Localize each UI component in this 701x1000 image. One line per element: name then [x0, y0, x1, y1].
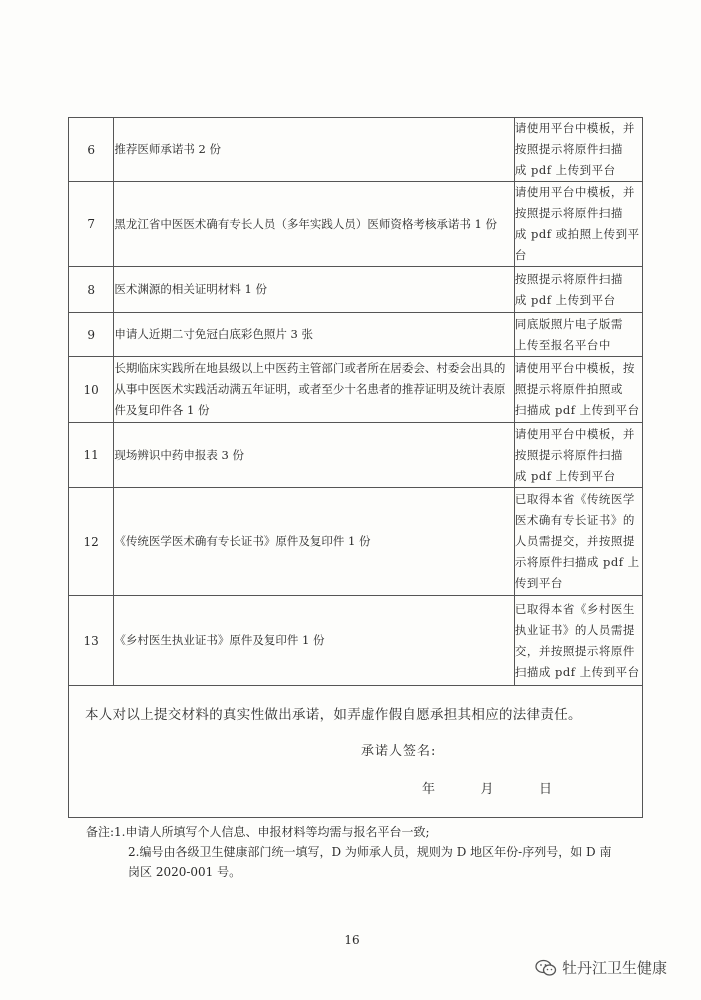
note-line: 医术确有专长证书》的 — [514, 513, 635, 527]
page-number: 16 — [344, 933, 360, 947]
material-note — [514, 267, 642, 313]
table-row — [69, 488, 643, 596]
material-name: 黑龙江省中医医术确有专长人员（多年实践人员）医师资格考核承诺书 1 份 — [114, 182, 514, 267]
note-line: 照提示将原件拍照或 — [514, 382, 623, 396]
note-line: 传到平台 — [514, 576, 563, 590]
watermark-text: 牡丹江卫生健康 — [562, 959, 668, 977]
table-row — [69, 596, 643, 686]
material-note — [514, 118, 642, 182]
table-row — [69, 182, 643, 267]
row-number: 6 — [69, 118, 114, 182]
note-line: 请使用平台中模板，并 — [514, 426, 635, 441]
material-note — [514, 357, 642, 423]
note-line: 交，并按照提示将原件 — [514, 643, 635, 658]
material-name: 医术渊源的相关证明材料 1 份 — [114, 267, 514, 313]
row-number: 12 — [69, 488, 114, 596]
table-row — [69, 313, 643, 357]
remarks-line-2: 2.编号由各级卫生健康部门统一填写，D 为师承人员，规则为 D 地区年份-序列号，如 D 南 — [128, 845, 612, 859]
note-line: 上传至报名平台中 — [514, 337, 611, 352]
material-name: 现场辨识中药申报表 3 份 — [114, 423, 514, 488]
material-note — [514, 182, 642, 267]
note-line: 已取得本省《传统医学 — [514, 492, 635, 506]
note-line: 扫描成 pdf 上传到平台 — [514, 664, 640, 679]
remarks-line-1 — [86, 822, 646, 842]
material-name: 申请人近期二寸免冠白底彩色照片 3 张 — [114, 313, 514, 357]
material-note — [514, 488, 642, 596]
watermark — [535, 957, 667, 978]
note-line: 按照提示将原件扫描 — [514, 142, 623, 156]
note-line: 已取得本省《乡村医生 — [514, 601, 635, 616]
note-line: 扫描成 pdf 上传到平台 — [514, 403, 640, 417]
note-line: 示将原件扫描成 pdf 上 — [514, 555, 640, 569]
promise-section — [68, 675, 643, 818]
material-note — [514, 596, 642, 686]
note-line: 成 pdf 上传到平台 — [514, 468, 616, 483]
year-label: 年 — [422, 782, 436, 797]
material-note — [514, 313, 642, 357]
note-line: 按照提示将原件扫描 — [514, 206, 623, 220]
remarks-label: 备注: — [86, 825, 115, 839]
table-row — [69, 267, 643, 313]
row-number: 8 — [69, 267, 114, 313]
row-number: 7 — [69, 182, 114, 267]
note-line: 请使用平台中模板，并 — [514, 121, 635, 135]
note-line: 成 pdf 上传到平台 — [514, 292, 616, 307]
signer-label: 承诺人签名: — [361, 744, 437, 759]
note-line: 按照提示将原件扫描 — [514, 271, 623, 286]
remarks — [86, 822, 646, 882]
row-number: 13 — [69, 596, 114, 686]
material-note — [514, 423, 642, 488]
note-line: 按照提示将原件扫描 — [514, 447, 623, 462]
note-line: 人员需提交，并按照提 — [514, 534, 635, 548]
material-name: 推荐医师承诺书 2 份 — [114, 118, 514, 182]
row-number: 11 — [69, 423, 114, 488]
materials-table-body — [69, 118, 643, 686]
remarks-text-1: 1.申请人所填写个人信息、申报材料等均需与报名平台一致; — [114, 825, 430, 839]
material-name: 《传统医学医术确有专长证书》原件及复印件 1 份 — [114, 488, 514, 596]
note-line: 同底版照片电子版需 — [514, 316, 623, 331]
table-row — [69, 423, 643, 488]
material-name: 长期临床实践所在地县级以上中医药主管部门或者所在居委会、村委会出具的从事中医医术实践活动满五年证明，或者至少十名患者的推荐证明及统计表原件及复印件各 1 份 — [114, 357, 514, 423]
note-line: 成 pdf 或拍照上传到平 — [514, 227, 640, 241]
material-name: 《乡村医生执业证书》原件及复印件 1 份 — [114, 596, 514, 686]
note-line: 执业证书》的人员需提 — [514, 622, 635, 637]
wechat-icon — [535, 959, 557, 977]
note-line: 请使用平台中模板，并 — [514, 185, 635, 199]
note-line: 成 pdf 上传到平台 — [514, 163, 616, 177]
date-line — [422, 778, 552, 797]
note-line: 请使用平台中模板，按 — [514, 361, 635, 375]
row-number: 10 — [69, 357, 114, 423]
materials-table — [68, 117, 643, 686]
table-row — [69, 357, 643, 423]
promise-statement: 本人对以上提交材料的真实性做出承诺，如弄虚作假自愿承担其相应的法律责任。 — [85, 707, 582, 723]
row-number: 9 — [69, 313, 114, 357]
day-label: 日 — [538, 782, 552, 797]
note-line: 台 — [514, 248, 527, 262]
month-label: 月 — [480, 782, 494, 797]
remarks-line-3: 岗区 2020-001 号。 — [128, 865, 242, 879]
table-row — [69, 118, 643, 182]
